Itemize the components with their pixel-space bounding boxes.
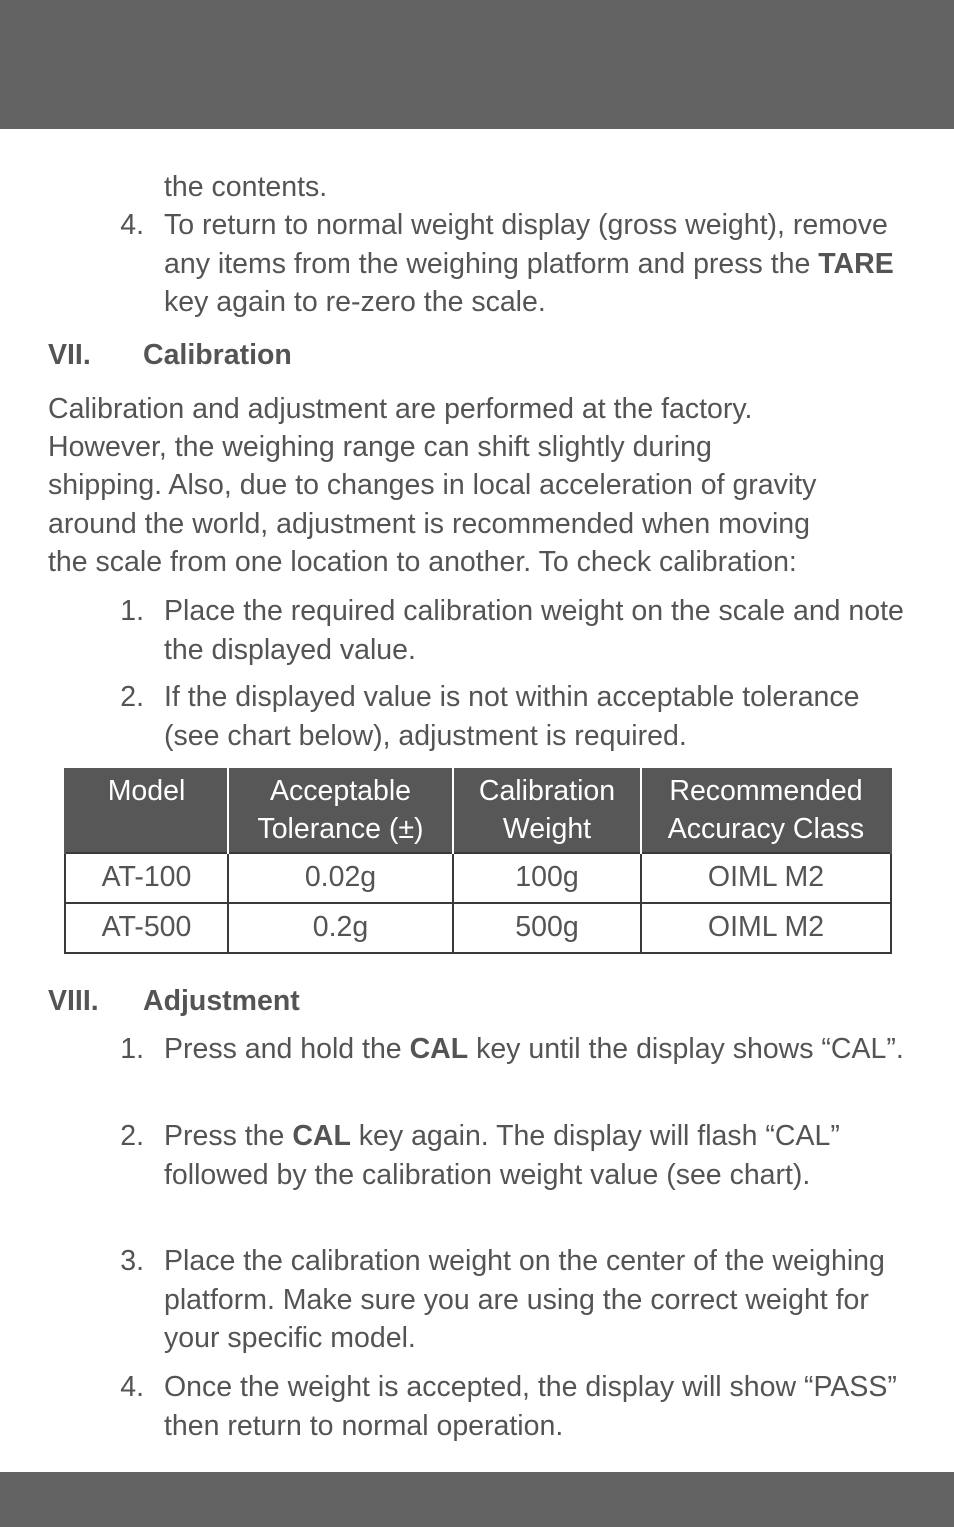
adjustment-step xyxy=(164,1030,904,1069)
header-text: Accuracy Class xyxy=(667,813,865,845)
paragraph-line: Calibration and adjustment are performed at the factory. xyxy=(48,393,753,425)
column-header-tolerance xyxy=(228,768,453,853)
step-number: 2. xyxy=(120,1120,144,1152)
header-text: Recommended xyxy=(669,775,863,807)
step-text: To return to normal weight display (gross weight), remove any items from the weighing platform and press the xyxy=(164,209,888,280)
cal-key-label: CAL xyxy=(292,1120,351,1152)
step-text: key until the display shows “CAL”. xyxy=(468,1033,904,1065)
step-number: 2. xyxy=(120,681,144,713)
header-text: Weight xyxy=(502,813,592,845)
paragraph-line: shipping. Also, due to changes in local acceleration of gravity xyxy=(48,469,817,501)
section-numeral: VIII. xyxy=(48,985,99,1017)
paragraph-line: around the world, adjustment is recommended when moving xyxy=(48,508,810,540)
continued-text: the contents. xyxy=(164,171,328,203)
paragraph-line: the scale from one location to another. To check calibration: xyxy=(48,546,797,578)
section-title-calibration: Calibration xyxy=(143,339,292,371)
tare-key-label: TARE xyxy=(818,247,894,280)
column-header-weight xyxy=(453,768,641,853)
adjustment-step: Place the calibration weight on the center of the weighing platform. Make sure you are using the correct weight for your specific model. xyxy=(164,1245,885,1354)
calibration-table xyxy=(64,768,892,954)
table-cell: 0.2g xyxy=(228,903,453,953)
footer-bar xyxy=(0,1472,954,1527)
tare-step xyxy=(164,206,904,322)
table-cell: 0.02g xyxy=(228,853,453,903)
adjustment-step: Once the weight is accepted, the display will show “PASS” then return to normal operation. xyxy=(164,1371,897,1442)
calibration-step: Place the required calibration weight on the scale and note the displayed value. xyxy=(164,595,904,666)
table-header-row xyxy=(65,768,891,853)
step-text: Press the xyxy=(164,1120,293,1152)
step-number: 4. xyxy=(120,1371,144,1403)
section-numeral: VII. xyxy=(48,339,91,371)
table-cell: 500g xyxy=(453,903,641,953)
calibration-step: If the displayed value is not within acceptable tolerance (see chart below), adjustment is required. xyxy=(164,681,860,752)
paragraph-line: However, the weighing range can shift slightly during xyxy=(48,431,712,463)
table-cell: OIML M2 xyxy=(641,853,891,903)
header-bar xyxy=(0,0,954,129)
table-cell: AT-100 xyxy=(65,853,228,903)
step-number: 3. xyxy=(120,1245,144,1277)
table-cell: AT-500 xyxy=(65,903,228,953)
header-text: Calibration xyxy=(478,775,616,807)
header-text: Acceptable xyxy=(269,775,411,807)
section-title-adjustment: Adjustment xyxy=(143,985,300,1017)
adjustment-step xyxy=(164,1117,904,1194)
step-number: 4. xyxy=(120,209,144,241)
table-row xyxy=(65,853,891,903)
step-number: 1. xyxy=(120,1033,144,1065)
step-number: 1. xyxy=(120,595,144,627)
step-text: key again. The display will flash “CAL” followed by the calibration weight value (see chart). xyxy=(164,1120,840,1191)
table-cell: 100g xyxy=(453,853,641,903)
cal-key-label: CAL xyxy=(409,1033,469,1065)
column-header-model xyxy=(65,768,228,853)
column-header-accuracy-class xyxy=(641,768,891,853)
header-text: Tolerance (±) xyxy=(257,813,424,845)
table-cell: OIML M2 xyxy=(641,903,891,953)
step-text: Press and hold the xyxy=(164,1033,410,1065)
table-row xyxy=(65,903,891,953)
step-text: key again to re-zero the scale. xyxy=(164,286,546,318)
header-text: Model xyxy=(107,775,186,807)
